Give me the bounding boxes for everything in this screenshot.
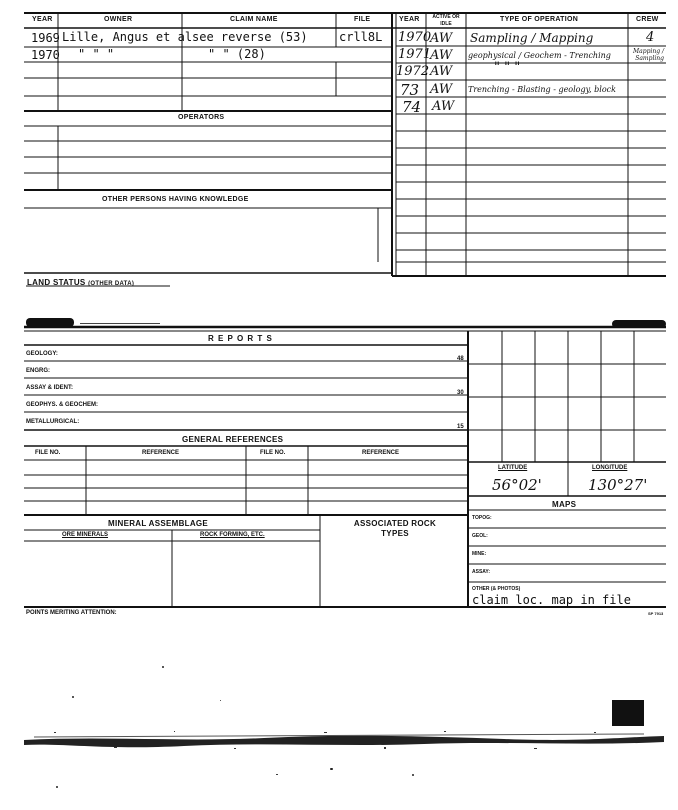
maps-mine-label: MINE: [472,551,487,557]
activity-row-5-year: 74 [402,98,422,116]
latitude-value: 56°02' [492,476,542,494]
scan-speck [162,666,164,668]
points-meriting-attention-label: POINTS MERITING ATTENTION: [26,610,117,616]
scan-artifact-band [24,728,664,750]
genref-header-file-1: FILE NO. [35,450,61,456]
activity-row-3-operation: " " " [494,60,521,75]
general-references-title: GENERAL REFERENCES [182,435,284,444]
claim-row-2-claim: " " (28) [208,47,266,61]
activity-row-2-status: AW [430,48,453,63]
activity-header-active-idle: ACTIVE OR IDLE [432,14,460,27]
activity-row-3-year: 1972 [396,64,430,79]
rock-forming-label: ROCK FORMING, ETC. [200,532,265,538]
scan-speck [220,700,221,701]
form-code: SP 7913 [648,611,664,616]
report-geophys-label: GEOPHYS. & GEOCHEM: [26,402,99,408]
report-engrg-label: ENGRG: [26,368,50,374]
genref-header-file-2: FILE NO. [260,450,286,456]
redaction-bar-left [26,318,74,327]
claim-row-1-year: 1969 [31,31,60,45]
activity-row-1-status: AW [430,31,453,46]
other-persons-label: OTHER PERSONS HAVING KNOWLEDGE [102,196,249,203]
land-status-label [27,278,134,287]
maps-other-value: claim loc. map in file [472,593,631,607]
activity-row-1-operation: Sampling / Mapping [470,31,594,45]
claim-row-1-claim: see reverse (53) [192,30,308,44]
activity-header-crew: CREW [636,16,659,23]
operators-label: OPERATORS [178,114,225,121]
mineral-assemblage-title: MINERAL ASSEMBLAGE [108,519,209,528]
claim-row-2-owner: " " " [78,47,115,61]
ore-minerals-label: ORE MINERALS [62,532,109,538]
redaction-bar-right [612,320,666,328]
longitude-label: LONGITUDE [592,465,628,471]
report-geology-num: 48 [457,356,464,362]
col-header-claim-name: CLAIM NAME [230,16,278,23]
land-status-sub: (OTHER DATA) [88,281,135,287]
activity-row-1-crew: 4 [646,30,655,45]
report-metallurgical-num: 15 [457,424,464,430]
activity-row-1-year: 1970 [398,30,432,45]
col-header-file: FILE [354,16,371,23]
activity-header-year: YEAR [399,16,420,23]
scan-dash [80,323,160,324]
scan-speck [412,774,414,776]
maps-assay-label: ASSAY: [472,569,491,575]
longitude-value: 130°27' [588,476,648,494]
claim-row-2-year: 1970 [31,48,60,62]
maps-other-label: OTHER (& PHOTOS) [472,586,521,592]
scan-artifact-block [612,700,644,726]
report-metallurgical-label: METALLURGICAL: [26,419,80,425]
claim-row-1-owner: Lille, Angus et al [62,30,193,44]
activity-row-2-operation: geophysical / Geochem - Trenching [468,51,611,60]
report-geology-label: GEOLOGY: [26,351,58,357]
latitude-label: LATITUDE [498,465,528,471]
scan-speck [72,696,74,698]
scan-noise-graphic [24,728,664,750]
activity-row-4-status: AW [430,82,453,97]
report-assay-label: ASSAY & IDENT: [26,385,74,391]
associated-rock-types-label: ASSOCIATED ROCK TYPES [353,519,437,538]
activity-row-2-crew: Mapping / Sampling [633,48,664,62]
genref-header-ref-2: REFERENCE [362,450,400,456]
maps-geol-label: GEOL: [472,533,488,539]
activity-row-3-status: AW [430,64,453,79]
scan-speck [56,786,58,788]
activity-row-5-status: AW [432,99,455,114]
genref-header-ref-1: REFERENCE [142,450,180,456]
land-status-title: LAND STATUS [27,278,86,287]
col-header-owner: OWNER [104,16,133,23]
activity-header-type: TYPE OF OPERATION [500,16,579,23]
col-header-year: YEAR [32,16,53,23]
scan-speck [276,774,278,775]
report-assay-num: 30 [457,390,464,396]
activity-row-2-year: 1971 [398,47,432,62]
claim-row-1-file: crll8L [339,30,383,44]
activity-row-4-operation: Trenching - Blasting - geology, block [468,85,616,94]
maps-topog-label: TOPOG: [472,515,492,521]
scan-speck [330,768,333,770]
reports-title: R E P O R T S [208,334,273,343]
maps-title: MAPS [552,500,577,509]
activity-row-4-year: 73 [400,81,420,99]
